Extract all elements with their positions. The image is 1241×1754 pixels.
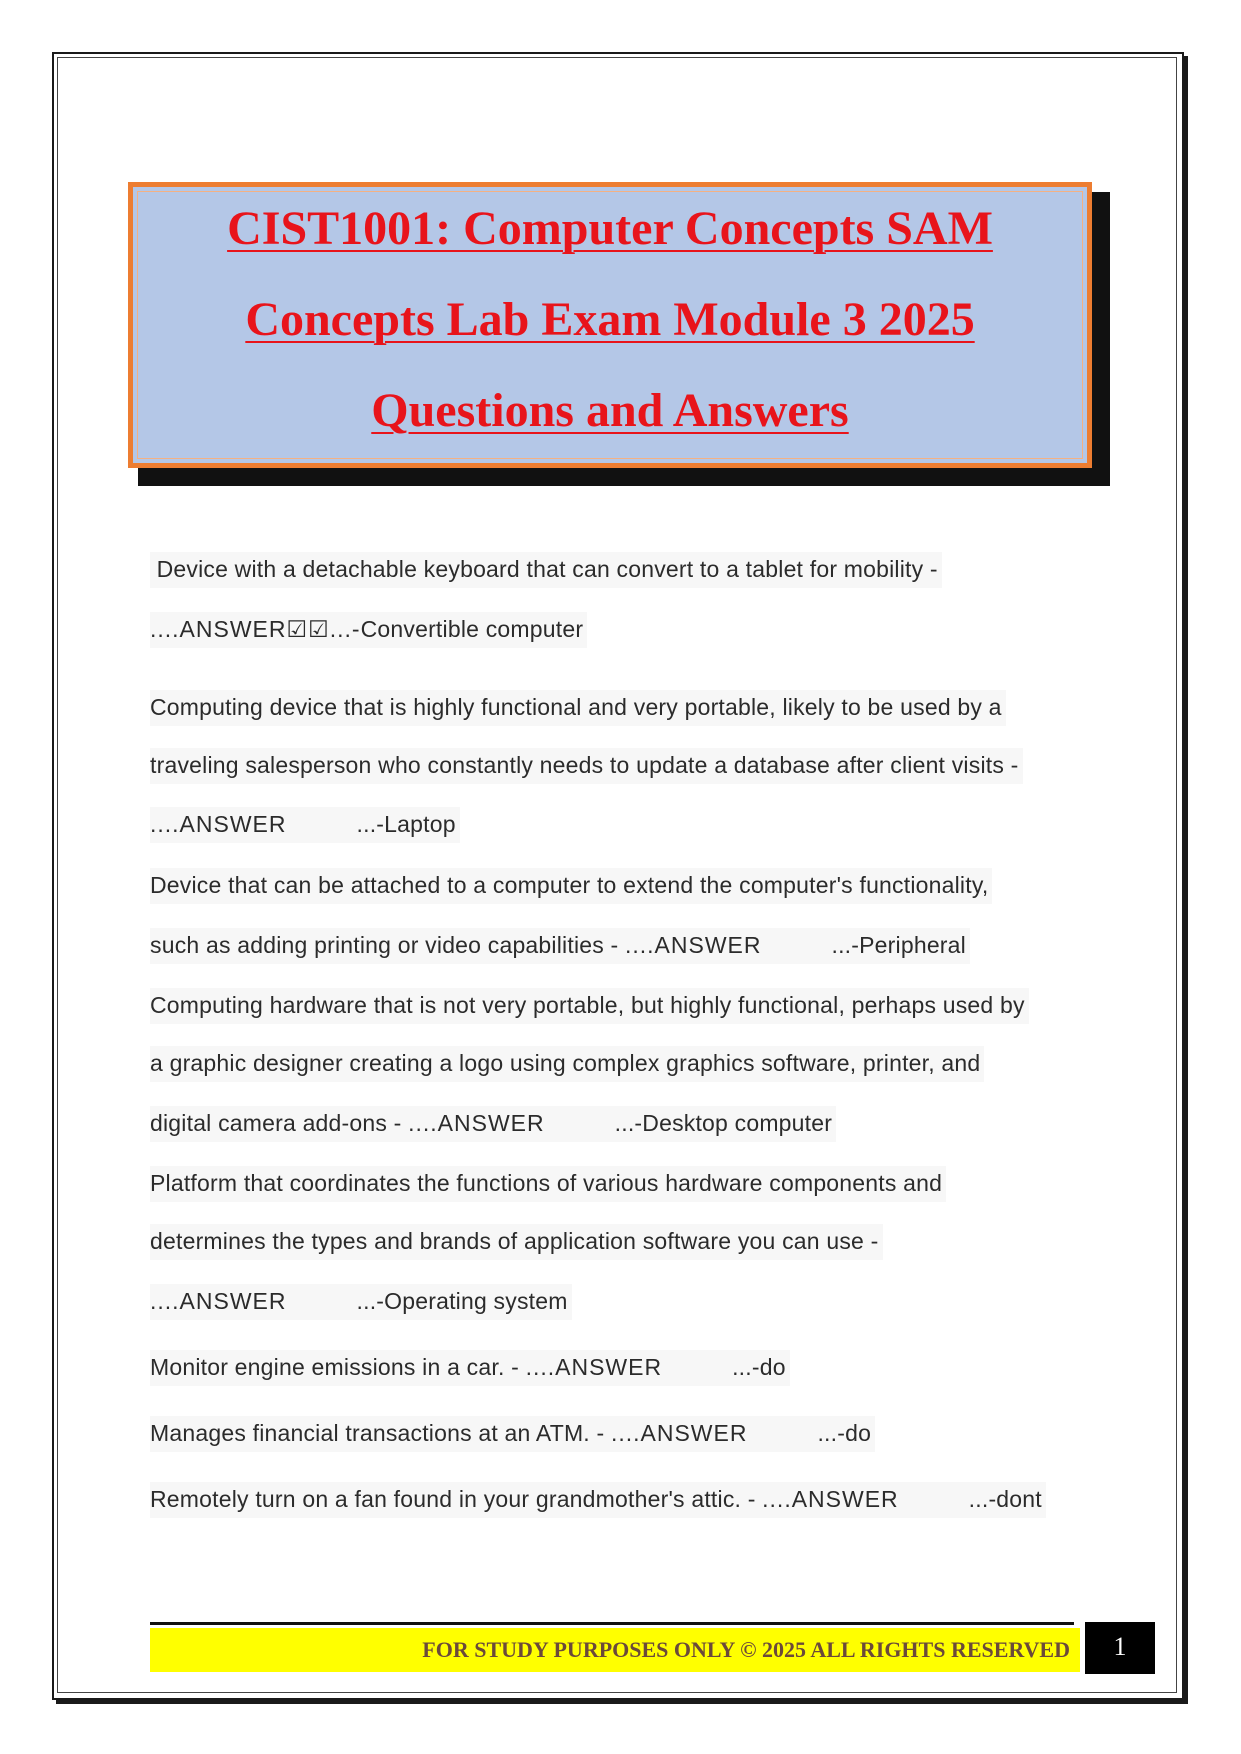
q7-answer: ...-do	[817, 1420, 872, 1446]
q5-line-2: determines the types and brands of application software you can use -	[150, 1224, 883, 1260]
q5-answer: ...-Operating system	[356, 1288, 568, 1314]
q1-answer: Convertible computer	[360, 616, 584, 642]
q7-text: Manages financial transactions at an ATM. -	[150, 1420, 611, 1446]
q8-line	[150, 1482, 1046, 1518]
q6-text: Monitor engine emissions in a car. -	[150, 1354, 526, 1380]
title-line-2: Concepts Lab Exam Module 3 2025	[245, 293, 975, 346]
footer-bar	[150, 1628, 1080, 1672]
q2-answer: ...-Laptop	[356, 811, 456, 837]
q4-line-3-text: digital camera add-ons -	[150, 1110, 409, 1136]
q6-answer-prefix: ....ANSWER	[525, 1354, 663, 1380]
q7-answer-prefix: ....ANSWER	[610, 1420, 748, 1446]
title-line-1: CIST1001: Computer Concepts SAM	[227, 202, 993, 255]
title-box	[128, 182, 1092, 468]
q8-answer: ...-dont	[968, 1486, 1042, 1512]
footer-rule	[150, 1622, 1074, 1625]
q8-answer-prefix: ....ANSWER	[762, 1486, 899, 1512]
q5-line-1: Platform that coordinates the functions of various hardware components and	[150, 1166, 946, 1202]
footer-text: FOR STUDY PURPOSES ONLY © 2025 ALL RIGHTS RESERVED	[422, 1637, 1070, 1662]
q6-answer: ...-do	[732, 1354, 786, 1380]
q4-answer-prefix: ....ANSWER	[408, 1110, 545, 1136]
q4-line-2: a graphic designer creating a logo using complex graphics software, printer, and	[150, 1046, 984, 1082]
q1-answer-line	[150, 612, 587, 648]
q8-text: Remotely turn on a fan found in your grandmother's attic. -	[150, 1486, 763, 1512]
q2-answer-prefix: ....ANSWER	[150, 811, 287, 837]
q3-line-2-text: such as adding printing or video capabilities -	[150, 932, 625, 958]
q2-answer-line	[150, 807, 460, 843]
q2-line-1: Computing device that is highly functional and very portable, likely to be used by a	[150, 690, 1006, 726]
q3-answer-prefix: ....ANSWER	[624, 932, 762, 958]
title-line-3: Questions and Answers	[371, 384, 849, 437]
q1-line-1: Device with a detachable keyboard that can convert to a tablet for mobility -	[150, 552, 942, 588]
q2-line-2: traveling salesperson who constantly needs to update a database after client visits -	[150, 748, 1023, 784]
q3-line-2	[150, 928, 970, 964]
page-number: 1	[1113, 1632, 1127, 1661]
q5-answer-prefix: ....ANSWER	[150, 1288, 287, 1314]
q4-line-3	[150, 1106, 836, 1142]
q7-line	[150, 1416, 875, 1452]
q6-line	[150, 1350, 790, 1386]
q3-line-1: Device that can be attached to a computer to extend the computer's functionality,	[150, 868, 992, 904]
q5-answer-line	[150, 1284, 572, 1320]
q1-answer-prefix: ....ANSWER☑☑...-	[150, 616, 361, 642]
q4-line-1: Computing hardware that is not very portable, but highly functional, perhaps used by	[150, 988, 1029, 1024]
page-number-box	[1085, 1622, 1155, 1674]
q3-answer: ...-Peripheral	[831, 932, 966, 958]
q4-answer: ...-Desktop computer	[614, 1110, 833, 1136]
